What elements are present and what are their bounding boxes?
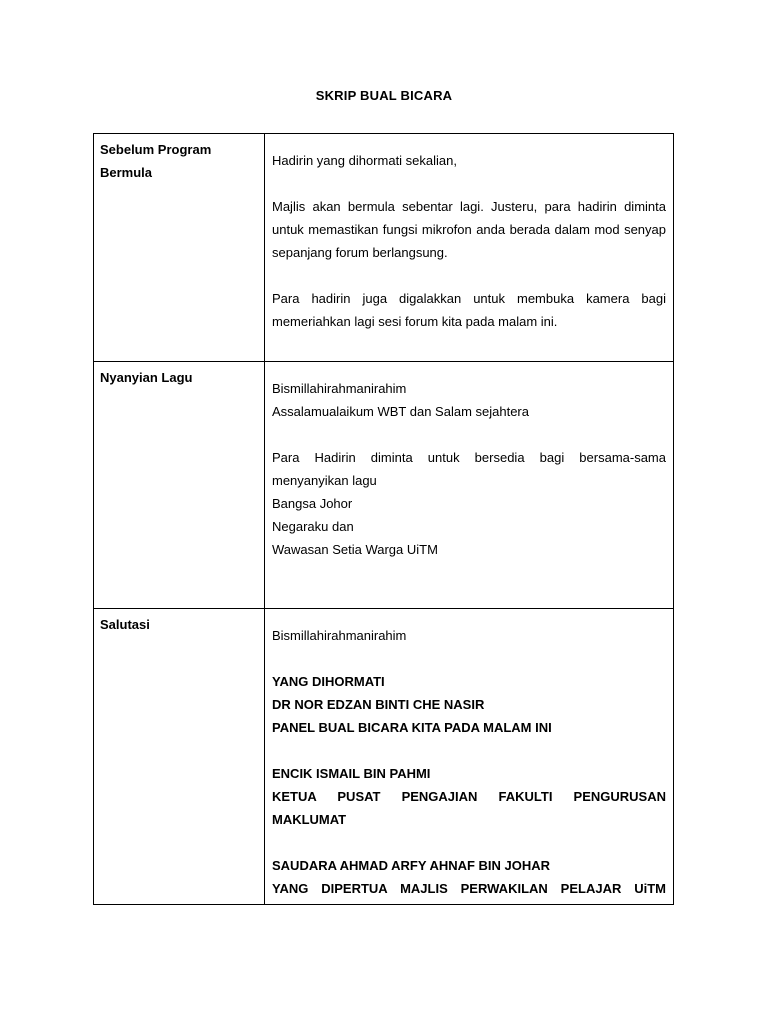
song-item: Bangsa Johor (272, 496, 353, 511)
opening-line: Bismillahirahmanirahim (272, 628, 407, 643)
spacer (272, 647, 666, 670)
salutation-name: SAUDARA AHMAD ARFY AHNAF BIN JOHAR (272, 858, 551, 873)
spacer (272, 831, 666, 854)
salam-line: Assalamualaikum WBT dan Salam sejahtera (272, 404, 529, 419)
row-content (265, 134, 674, 362)
announcement-text: Majlis akan bermula sebentar lagi. Justeru, para hadirin diminta untuk memastikan fungsi mikrofon anda berada dalam mod senyap sepanjang forum berlangsung. (272, 199, 666, 260)
row-label: Sebelum Program Bermula (94, 134, 265, 362)
salutation-title: KETUA PUSAT PENGAJIAN FAKULTI PENGURUSAN MAKLUMAT (272, 789, 666, 827)
opening-line: Bismillahirahmanirahim (272, 381, 407, 396)
table-row (94, 609, 674, 905)
row-label: Nyanyian Lagu (94, 362, 265, 609)
row-content (265, 362, 674, 609)
greeting-text: Hadirin yang dihormati sekalian, (272, 153, 457, 168)
script-table (93, 133, 674, 905)
table-row (94, 134, 674, 362)
salutation-name: ENCIK ISMAIL BIN PAHMI (272, 766, 431, 781)
table-row (94, 362, 674, 609)
salutation-line: DR NOR EDZAN BINTI CHE NASIR (272, 697, 485, 712)
song-item: Wawasan Setia Warga UiTM (272, 542, 438, 557)
salutation-line: PANEL BUAL BICARA KITA PADA MALAM INI (272, 720, 552, 735)
salutation-title: YANG DIPERTUA MAJLIS PERWAKILAN PELAJAR UiTM (272, 881, 666, 896)
document-title: SKRIP BUAL BICARA (315, 88, 453, 103)
camera-request-text: Para hadirin juga digalakkan untuk membuka kamera bagi memeriahkan lagi sesi forum kita pada malam ini. (272, 291, 666, 329)
row-content (265, 609, 674, 905)
song-instruction-text: Para Hadirin diminta untuk bersedia bagi bersama-sama menyanyikan lagu (272, 450, 666, 488)
spacer (272, 739, 666, 762)
spacer (272, 423, 666, 446)
row-label: Salutasi (94, 609, 265, 905)
salutation-line: YANG DIHORMATI (272, 674, 385, 689)
song-item: Negaraku dan (272, 519, 354, 534)
